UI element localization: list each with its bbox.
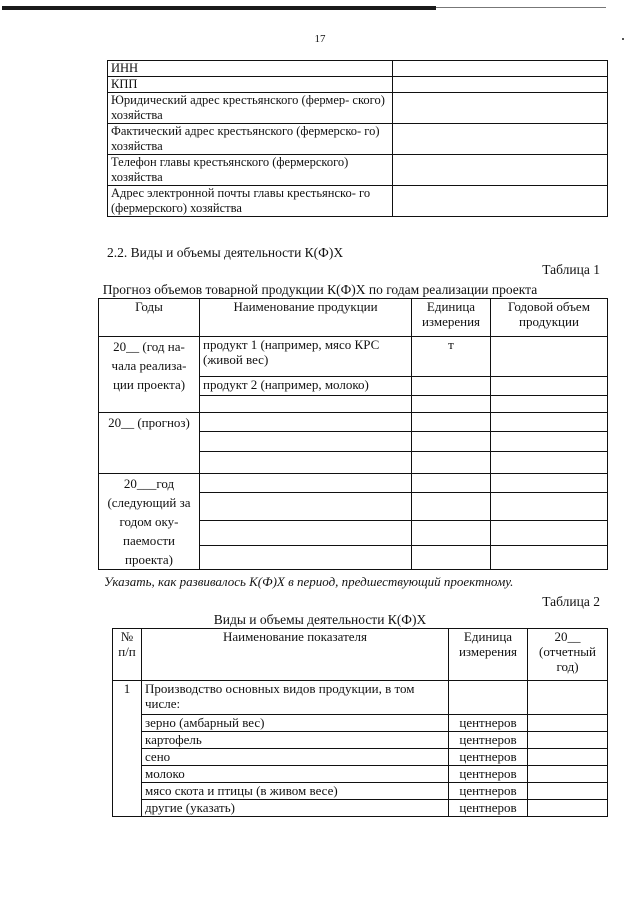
value-cell[interactable]: [528, 766, 608, 783]
table1-title: Прогноз объемов товарной продукции К(Ф)Х по годам реализации проекта: [102, 282, 538, 297]
volume-cell[interactable]: [491, 521, 608, 546]
info-value-cell[interactable]: [393, 61, 608, 77]
table-header-row: [113, 629, 608, 681]
product-cell[interactable]: [200, 396, 412, 413]
unit-cell[interactable]: [412, 413, 491, 432]
page-number: 17: [314, 33, 326, 45]
table-row: [113, 681, 608, 715]
indicator-milk: молоко: [142, 766, 449, 783]
table-row: [113, 783, 608, 800]
table-row: [108, 155, 608, 186]
activity-volume-table: [112, 628, 608, 817]
table-row: [113, 749, 608, 766]
info-value-cell[interactable]: [393, 77, 608, 93]
row-number-cell: 1: [113, 681, 142, 817]
value-cell[interactable]: [528, 749, 608, 766]
year-payback-cell: 20___год (следующий за годом оку- паемости проекта): [99, 474, 200, 570]
top-rule-thin: [436, 7, 606, 8]
table-row: [99, 337, 608, 377]
indicator-hay: сено: [142, 749, 449, 766]
volume-cell[interactable]: [491, 432, 608, 452]
info-label-email: Адрес электронной почты главы крестьянско- го (фермерского) хозяйства: [108, 186, 393, 217]
unit-cell[interactable]: [412, 493, 491, 521]
unit-cell[interactable]: [412, 396, 491, 413]
table-row: [108, 61, 608, 77]
unit-meat: центнеров: [449, 783, 528, 800]
value-cell[interactable]: [528, 681, 608, 715]
table-row: [108, 186, 608, 217]
production-forecast-table: [98, 298, 608, 570]
header-indicator-name: Наименование показателя: [142, 629, 449, 681]
unit-cell[interactable]: [412, 432, 491, 452]
volume-cell[interactable]: [491, 474, 608, 493]
year-forecast-cell: 20__ (прогноз): [99, 413, 200, 474]
volume-cell[interactable]: [491, 493, 608, 521]
unit-cell[interactable]: [412, 546, 491, 570]
product-cell[interactable]: [200, 521, 412, 546]
table-row: [108, 93, 608, 124]
volume-cell[interactable]: [491, 337, 608, 377]
table-row: [99, 413, 608, 432]
scan-dot: [622, 38, 624, 40]
top-rule: [2, 6, 436, 10]
product-cell[interactable]: [200, 546, 412, 570]
product-1-cell: продукт 1 (например, мясо КРС (живой вес): [200, 337, 412, 377]
indicator-other: другие (указать): [142, 800, 449, 817]
info-label-kpp: КПП: [108, 77, 393, 93]
product-cell[interactable]: [200, 452, 412, 474]
header-annual-volume: Годовой объем продукции: [491, 299, 608, 337]
product-cell[interactable]: [200, 474, 412, 493]
unit-other: центнеров: [449, 800, 528, 817]
table-row: [113, 732, 608, 749]
value-cell[interactable]: [528, 783, 608, 800]
product-cell[interactable]: [200, 432, 412, 452]
unit-1-cell: т: [412, 337, 491, 377]
table-row: [108, 77, 608, 93]
indicator-potato: картофель: [142, 732, 449, 749]
header-unit: Единица измерения: [449, 629, 528, 681]
unit-cell[interactable]: [412, 452, 491, 474]
value-cell[interactable]: [528, 800, 608, 817]
volume-cell[interactable]: [491, 413, 608, 432]
info-label-legal-address: Юридический адрес крестьянского (фермер- ского) хозяйства: [108, 93, 393, 124]
volume-cell[interactable]: [491, 377, 608, 396]
info-label-actual-address: Фактический адрес крестьянского (фермерско- го) хозяйства: [108, 124, 393, 155]
history-note: Указать, как развивалось К(Ф)Х в период, предшествующий проектному.: [104, 574, 514, 589]
unit-hay: центнеров: [449, 749, 528, 766]
product-cell[interactable]: [200, 413, 412, 432]
table-row: [113, 766, 608, 783]
unit-cell[interactable]: [412, 377, 491, 396]
info-value-cell[interactable]: [393, 186, 608, 217]
table-row: [108, 124, 608, 155]
unit-cell[interactable]: [412, 521, 491, 546]
product-cell[interactable]: [200, 493, 412, 521]
header-row-number: № п/п: [113, 629, 142, 681]
indicator-main-cell: Производство основных видов продукции, в том числе:: [142, 681, 449, 715]
info-value-cell[interactable]: [393, 124, 608, 155]
volume-cell[interactable]: [491, 452, 608, 474]
unit-potato: центнеров: [449, 732, 528, 749]
unit-milk: центнеров: [449, 766, 528, 783]
info-label-inn: ИНН: [108, 61, 393, 77]
product-2-cell: продукт 2 (например, молоко): [200, 377, 412, 396]
volume-cell[interactable]: [491, 396, 608, 413]
table1-label: Таблица 1: [542, 262, 600, 277]
header-years: Годы: [99, 299, 200, 337]
value-cell[interactable]: [528, 715, 608, 732]
year-start-cell: 20__ (год на- чала реализа- ции проекта): [99, 337, 200, 413]
info-value-cell[interactable]: [393, 93, 608, 124]
indicator-grain: зерно (амбарный вес): [142, 715, 449, 732]
indicator-meat: мясо скота и птицы (в живом весе): [142, 783, 449, 800]
value-cell[interactable]: [528, 732, 608, 749]
table2-label: Таблица 2: [542, 594, 600, 609]
header-unit: Единица измерения: [412, 299, 491, 337]
unit-cell: [449, 681, 528, 715]
applicant-info-table: [107, 60, 608, 217]
section-heading: 2.2. Виды и объемы деятельности К(Ф)Х: [107, 245, 344, 260]
header-reporting-year: 20__ (отчетный год): [528, 629, 608, 681]
table-header-row: [99, 299, 608, 337]
table-row: [113, 715, 608, 732]
table2-title: Виды и объемы деятельности К(Ф)Х: [213, 612, 427, 627]
info-label-phone: Телефон главы крестьянского (фермерского) хозяйства: [108, 155, 393, 186]
table-row: [99, 474, 608, 493]
volume-cell[interactable]: [491, 546, 608, 570]
header-product-name: Наименование продукции: [200, 299, 412, 337]
unit-cell[interactable]: [412, 474, 491, 493]
info-value-cell[interactable]: [393, 155, 608, 186]
unit-grain: центнеров: [449, 715, 528, 732]
table-row: [113, 800, 608, 817]
